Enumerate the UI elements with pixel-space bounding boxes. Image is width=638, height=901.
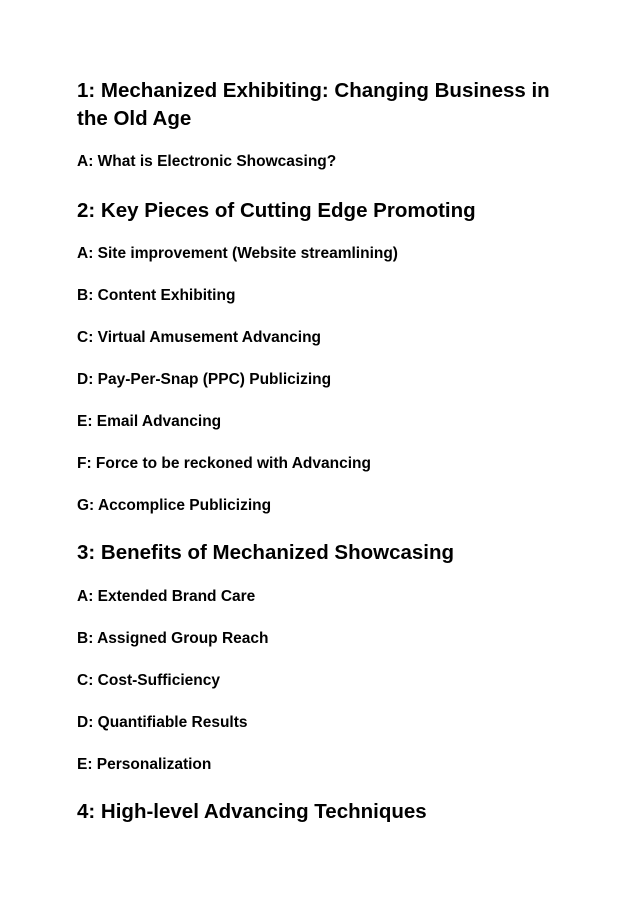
section-3-item-c: C: Cost-Sufficiency [77, 672, 220, 689]
section-4-heading: 4: High-level Advancing Techniques [77, 800, 427, 823]
section-2-item-e: E: Email Advancing [77, 413, 222, 430]
section-2-item-d: D: Pay-Per-Snap (PPC) Publicizing [77, 371, 332, 388]
section-2-item-c: C: Virtual Amusement Advancing [77, 329, 322, 346]
section-1-item-a: A: What is Electronic Showcasing? [77, 153, 337, 170]
section-3-heading: 3: Benefits of Mechanized Showcasing [77, 541, 455, 564]
section-3-item-e: E: Personalization [77, 756, 212, 773]
section-3-item-a: A: Extended Brand Care [77, 588, 256, 605]
section-2-item-a: A: Site improvement (Website streamlining) [77, 245, 398, 262]
section-2-item-g: G: Accomplice Publicizing [77, 497, 272, 514]
section-1-heading: 1: Mechanized Exhibiting: Changing Business in the Old Age [77, 79, 550, 130]
section-2-heading: 2: Key Pieces of Cutting Edge Promoting [77, 199, 476, 222]
section-2-item-f: F: Force to be reckoned with Advancing [77, 455, 371, 472]
section-3-item-b: B: Assigned Group Reach [77, 630, 269, 647]
section-2-item-b: B: Content Exhibiting [77, 287, 236, 304]
section-3-item-d: D: Quantifiable Results [77, 714, 248, 731]
